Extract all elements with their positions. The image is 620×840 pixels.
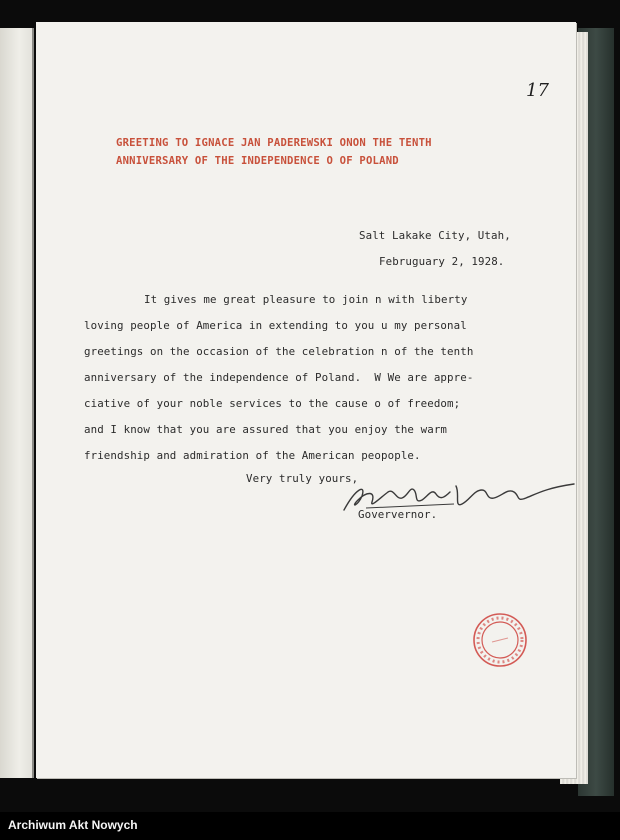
document-heading <box>116 134 536 170</box>
heading-line-1: GREETING TO IGNACE JAN PADEREWSKI ONON THE TENTH <box>116 137 432 149</box>
archive-name-label: Archiwum Akt Nowych <box>8 818 138 832</box>
heading-line-2: ANNIVERSARY OF THE INDEPENDENCE O OF POLAND <box>116 155 399 167</box>
body-line-3: greetings on the occasion of the celebration n of the tenth <box>84 345 474 358</box>
body-line-7: friendship and admiration of the American peopople. <box>84 449 421 462</box>
facing-page-edge <box>0 28 34 778</box>
signatory-title: Goververnor. <box>358 508 438 521</box>
body-line-2: loving people of America in extending to you u my personal <box>84 319 467 332</box>
body-line-6: and I know that you are assured that you enjoy the warm <box>84 423 448 436</box>
body-line-1: It gives me great pleasure to join n with liberty <box>144 293 468 306</box>
folio-number: 17 <box>526 80 549 101</box>
closing-line: Very truly yours, <box>246 472 359 485</box>
archive-stamp <box>472 612 528 668</box>
body-line-4: anniversary of the independence of Poland. W We are appre- <box>84 371 474 384</box>
body-line-5: ciative of your noble services to the cause o of freedom; <box>84 397 461 410</box>
document-page <box>36 22 576 778</box>
place-line: Salt Lakake City, Utah, <box>359 229 511 242</box>
date-line: Februguary 2, 1928. <box>379 255 505 268</box>
